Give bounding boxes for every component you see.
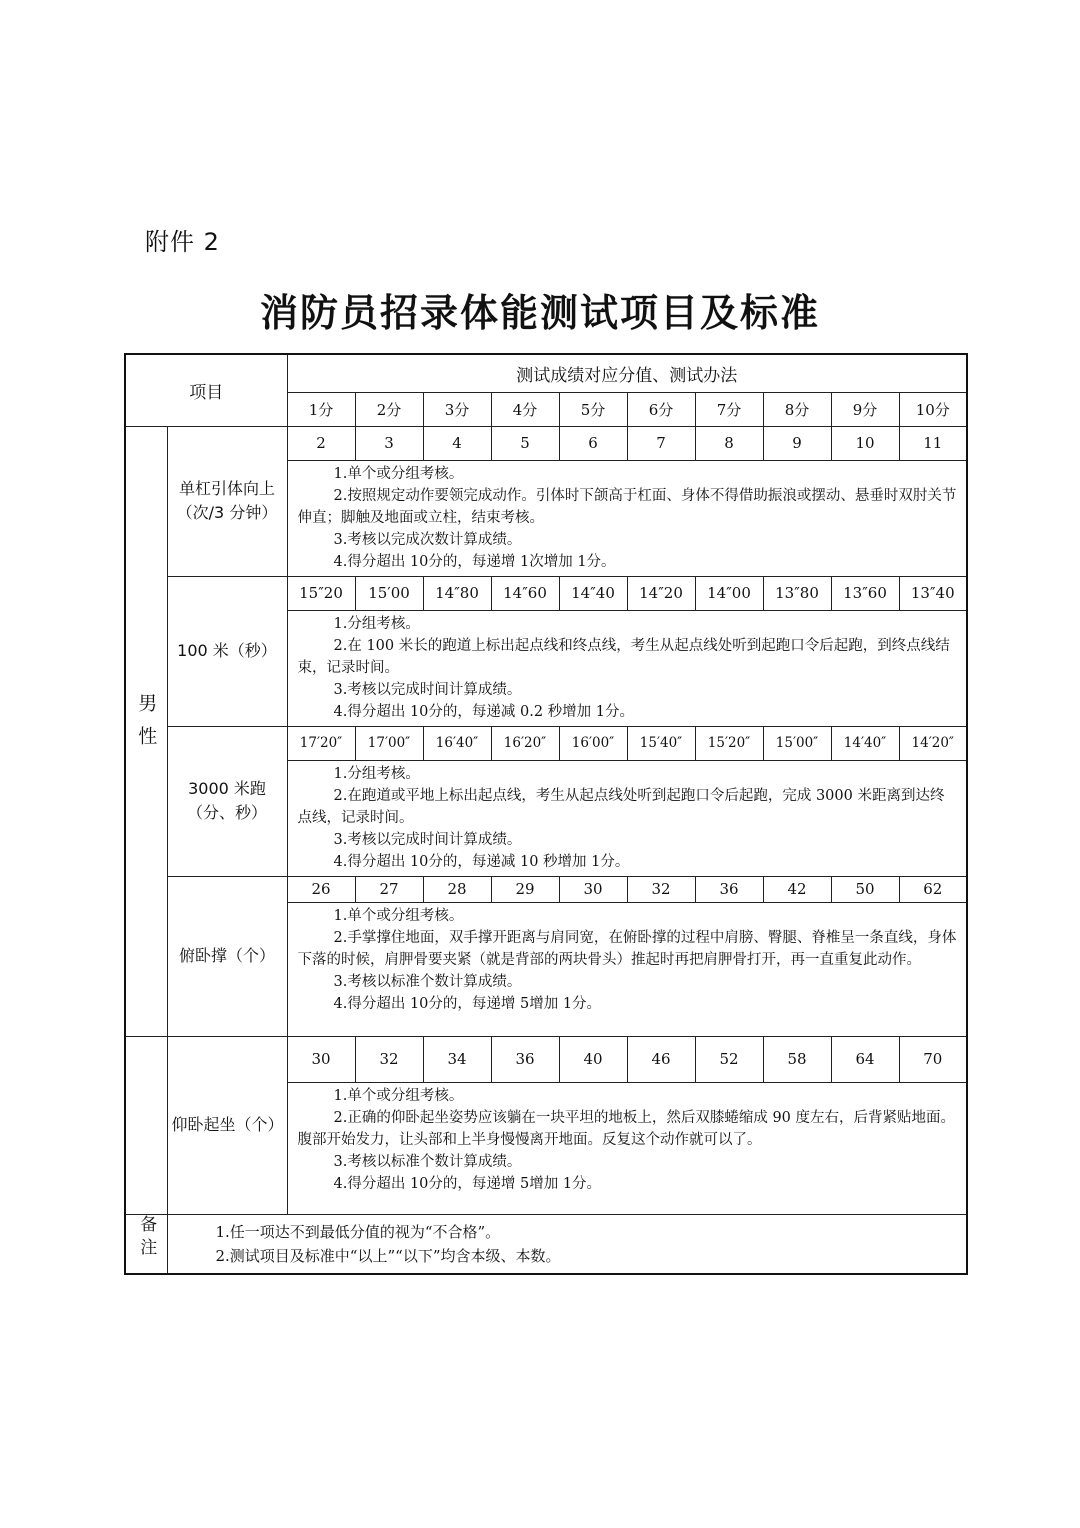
desc-line: 3.考核以完成次数计算成绩。 — [333, 531, 522, 548]
score-value: 14′40″ — [831, 726, 899, 760]
score-value: 30 — [559, 876, 627, 902]
desc-line: 4.得分超出 10分的，每递减 10 秒增加 1分。 — [333, 853, 630, 870]
point-header: 10分 — [899, 392, 967, 426]
score-value: 7 — [627, 426, 695, 460]
score-value: 14′20″ — [899, 726, 967, 760]
point-header: 5分 — [559, 392, 627, 426]
score-value: 30 — [287, 1036, 355, 1082]
point-header: 4分 — [491, 392, 559, 426]
document-title: 消防员招录体能测试项目及标准 — [259, 291, 820, 335]
score-value: 16′40″ — [423, 726, 491, 760]
score-value: 13″40 — [899, 576, 967, 610]
score-value: 5 — [491, 426, 559, 460]
desc-line: 1.单个或分组考核。 — [333, 1087, 464, 1104]
desc-line: 3.考核以标准个数计算成绩。 — [333, 973, 522, 990]
item-description-situp — [287, 1082, 967, 1214]
note-line: 2.测试项目及标准中“以上”“以下”均含本级、本数。 — [215, 1246, 561, 1265]
point-header: 1分 — [287, 392, 355, 426]
score-value: 50 — [831, 876, 899, 902]
score-value: 17′00″ — [355, 726, 423, 760]
attachment-label: 附件 2 — [145, 228, 220, 256]
item-description-pushup — [287, 902, 967, 1036]
male-label: 男性 — [135, 692, 158, 759]
score-value: 46 — [627, 1036, 695, 1082]
standards-table — [124, 353, 968, 1275]
item-description-pullup — [287, 460, 967, 576]
score-value: 17′20″ — [287, 726, 355, 760]
score-value: 64 — [831, 1036, 899, 1082]
score-value: 42 — [763, 876, 831, 902]
notes-label: 备注 — [136, 1215, 157, 1262]
item-name-pullup: 单杠引体向上（次/3 分钟） — [167, 426, 287, 576]
desc-line: 1.分组考核。 — [333, 615, 420, 632]
score-value: 36 — [695, 876, 763, 902]
score-value: 15′40″ — [627, 726, 695, 760]
notes-label-cell — [125, 1214, 167, 1274]
female-group-label — [125, 1036, 167, 1214]
item-description-100m — [287, 610, 967, 726]
score-value: 14″80 — [423, 576, 491, 610]
item-name-3000m: 3000 米跑（分、秒） — [167, 726, 287, 876]
desc-line: 3.考核以完成时间计算成绩。 — [333, 831, 522, 848]
item-name-situp: 仰卧起坐（个） — [167, 1036, 287, 1214]
item-name-100m: 100 米（秒） — [167, 576, 287, 726]
desc-line: 2.手掌撑住地面，双手撑开距离与肩同宽，在俯卧撑的过程中肩膀、臀腿、脊椎呈一条直线，身体下落的时候，肩胛骨要夹紧（就是背部的两块骨头）推起时再把肩胛骨打开，再一直重复此动作。 — [297, 929, 957, 968]
score-value: 28 — [423, 876, 491, 902]
point-header: 7分 — [695, 392, 763, 426]
desc-line: 2.正确的仰卧起坐姿势应该躺在一块平坦的地板上，然后双膝蜷缩成 90 度左右，后背紧贴地面。腹部开始发力，让头部和上半身慢慢离开地面。反复这个动作就可以了。 — [297, 1109, 955, 1148]
point-header: 2分 — [355, 392, 423, 426]
score-value: 9 — [763, 426, 831, 460]
score-value: 14″20 — [627, 576, 695, 610]
score-value: 15′00 — [355, 576, 423, 610]
score-value: 10 — [831, 426, 899, 460]
score-value: 16′20″ — [491, 726, 559, 760]
item-name-pushup: 俯卧撑（个） — [167, 876, 287, 1036]
score-value: 11 — [899, 426, 967, 460]
header-scores-title: 测试成绩对应分值、测试办法 — [287, 354, 967, 392]
point-header: 8分 — [763, 392, 831, 426]
score-value: 29 — [491, 876, 559, 902]
score-value: 4 — [423, 426, 491, 460]
score-value: 15″20 — [287, 576, 355, 610]
score-value: 14″00 — [695, 576, 763, 610]
desc-line: 4.得分超出 10分的，每递减 0.2 秒增加 1分。 — [333, 703, 635, 720]
desc-line: 4.得分超出 10分的，每递增 5增加 1分。 — [333, 1175, 602, 1192]
desc-line: 3.考核以完成时间计算成绩。 — [333, 681, 522, 698]
score-value: 27 — [355, 876, 423, 902]
score-value: 15′00″ — [763, 726, 831, 760]
item-description-3000m — [287, 760, 967, 876]
score-value: 14″60 — [491, 576, 559, 610]
score-value: 6 — [559, 426, 627, 460]
score-value: 36 — [491, 1036, 559, 1082]
score-value: 70 — [899, 1036, 967, 1082]
score-value: 34 — [423, 1036, 491, 1082]
score-value: 15′20″ — [695, 726, 763, 760]
desc-line: 4.得分超出 10分的，每递增 5增加 1分。 — [333, 995, 602, 1012]
desc-line: 3.考核以标准个数计算成绩。 — [333, 1153, 522, 1170]
desc-line: 2.按照规定动作要领完成动作。引体时下颌高于杠面、身体不得借助振浪或摆动、悬垂时双肘关节伸直；脚触及地面或立柱，结束考核。 — [297, 487, 957, 526]
score-value: 3 — [355, 426, 423, 460]
desc-line: 2.在 100 米长的跑道上标出起点线和终点线，考生从起点线处听到起跑口令后起跑，到终点线结束，记录时间。 — [297, 637, 950, 676]
score-value: 2 — [287, 426, 355, 460]
score-value: 14″40 — [559, 576, 627, 610]
desc-line: 1.分组考核。 — [333, 765, 420, 782]
header-item: 项目 — [125, 354, 287, 426]
score-value: 13″80 — [763, 576, 831, 610]
score-value: 32 — [627, 876, 695, 902]
score-value: 40 — [559, 1036, 627, 1082]
desc-line: 2.在跑道或平地上标出起点线，考生从起点线处听到起跑口令后起跑，完成 3000 米距离到达终点线，记录时间。 — [297, 787, 945, 826]
note-line: 1.任一项达不到最低分值的视为“不合格”。 — [215, 1222, 501, 1241]
male-group-label — [125, 426, 167, 1036]
score-value: 13″60 — [831, 576, 899, 610]
point-header: 3分 — [423, 392, 491, 426]
notes-content — [167, 1214, 967, 1274]
score-value: 8 — [695, 426, 763, 460]
score-value: 62 — [899, 876, 967, 902]
score-value: 58 — [763, 1036, 831, 1082]
point-header: 6分 — [627, 392, 695, 426]
desc-line: 4.得分超出 10分的，每递增 1次增加 1分。 — [333, 553, 616, 570]
desc-line: 1.单个或分组考核。 — [333, 907, 464, 924]
score-value: 52 — [695, 1036, 763, 1082]
desc-line: 1.单个或分组考核。 — [333, 465, 464, 482]
point-header: 9分 — [831, 392, 899, 426]
score-value: 16′00″ — [559, 726, 627, 760]
score-value: 26 — [287, 876, 355, 902]
score-value: 32 — [355, 1036, 423, 1082]
